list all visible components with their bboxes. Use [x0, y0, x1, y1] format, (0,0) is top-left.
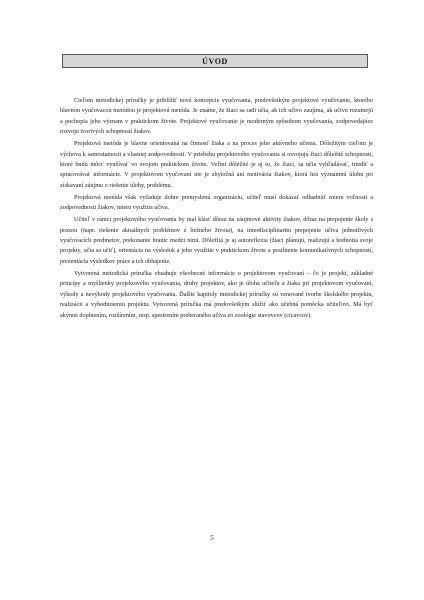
chapter-heading: ÚVOD: [202, 56, 228, 66]
paragraph: Cieľom metodickej príručky je priblížiť nové koncepcie vyučovania, predovšetkým projektové vyučovanie, ktorého hlavnou vyučovacou metódou je projektová metóda. Je známe, že žiaci sa radi učia, ak ich učivo zaujíma, ak učivu rozumejú a pochopia jeho význam v praktickom živote. Projektové vyučovanie je moderným spôsobom vyučovania, zodpovedajúce rozvoju tvorivých schopností žiakov.: [60, 97, 373, 136]
paragraph: Vytvorená metodická príručka obsahuje všeobecné informácie o projektovom vyučovaní – čo je projekt, základné princípy a myšlienky projektového vyučovania, druhy projektov, ako je úloha učiteľa a žiaka pri projektovom vyučovaní, výhody a nevýhody projektového vyučovania. Ďalšie kapitoly metodickej príručky sú venované tvorbe školského projektu, realizácii a vyhodnoteniu projektu. Vytvorená príručka má predovšetkým slúžiť ako učebná pomôcka učiteľovi. Má byť akýmsi doplnením, rozšírením, resp. spestrením preberaného učiva zo zoológie stavovcov (cicavcov).: [60, 269, 373, 319]
paragraph: Učiteľ v rámci projektového vyučovania by mal klásť dôraz na záujmové aktivity žiakov, dôraz na prepojenie školy s praxou (napr. riešenie aktuálnych problémov z bežného života), na interdisciplinaritu prepojenie učiva jednotlivých vyučovacích predmetov, prekonanie hranic medzi nimi. Dôležitá je aj autoreflexia (žiaci plánujú, realizujú a hodnotia svoje projekty, učia sa učiť), orientácia na výsledok a jeho využitie v praktickom živote a posilnenie komunikatívnych schopností, prezentácia výsledkov práce a ich obhajenie.: [60, 216, 373, 265]
paragraph: Projektová metóda je hlavne orientovaná na činnosť žiaka a na proces jeho aktívneho učenia. Dôležitým cieľom je výchova k samostatnosti a vlastnej zodpovednosti. V priebehu projektového vyučovania si osvojujú žiaci dôležité schopnosti, ktoré budú môcť využívať vo svojom praktickom živote. Veľmi dôležité je aj to, že žiaci, sa učia vyhľadávať, triediť a spracovávať informácie. V projektovom vyučovaní nie je zbytočná ani motivácia žiakov, ktorá hrá významnú úlohu pri získavaní záujmu o riešenie úlohy, problému.: [60, 140, 373, 189]
chapter-heading-box: [62, 54, 368, 68]
paragraph: Projektová metóda však vyžaduje dobre premyslenú organizáciu, učiteľ musí dokázať odhadnúť mieru voľnosti a zodpovednosti žiakov, mieru využitia učiva.: [60, 193, 373, 212]
page-number: 5: [210, 534, 214, 542]
body-text: [60, 96, 373, 323]
